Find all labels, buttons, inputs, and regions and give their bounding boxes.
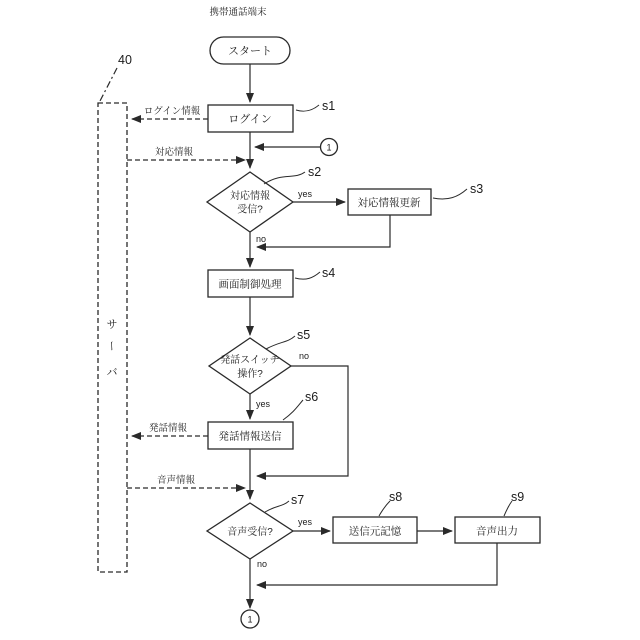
figure-title: 携帯通話端末 [209, 7, 267, 18]
flow-speech-info-label: 発話情報 [148, 423, 188, 434]
flow-login-info-label: ログイン情報 [143, 106, 201, 117]
process-box-s1-label: ログイン [228, 113, 272, 126]
decision-s2-label-line1: 対応情報 [230, 191, 270, 202]
ref-label-s8: s8 [389, 490, 403, 504]
ref-label-s1: s1 [322, 99, 336, 113]
ref-label-s9: s9 [511, 490, 525, 504]
ref-40-leader-line [100, 68, 117, 101]
ref-s4-leader-line [295, 272, 320, 279]
decision-s7-label: 音声受信? [227, 527, 273, 538]
ref-label-s7: s7 [291, 493, 305, 507]
branch-s2-no-label: no [256, 234, 267, 244]
server-label-char1: サ [106, 319, 118, 331]
decision-s2-label-line2: 受信? [237, 204, 263, 216]
connector-circle-top-label: 1 [326, 142, 332, 153]
decision-s5-label-line2: 操作? [237, 369, 263, 380]
ref-s7-leader-line [265, 501, 289, 512]
ref-label-s5: s5 [297, 328, 311, 342]
server-label-char2: ー [105, 340, 117, 352]
process-box-s4-label: 画面制御処理 [218, 278, 282, 291]
branch-s7-no-label: no [257, 559, 268, 569]
edge-s9-return [257, 543, 497, 585]
ref-label-s2: s2 [308, 165, 322, 179]
process-box-s3-label: 対応情報更新 [357, 197, 421, 209]
ref-label-s3: s3 [470, 182, 484, 196]
process-box-s9-label: 音声出力 [476, 525, 518, 538]
ref-label-s6: s6 [305, 390, 319, 404]
ref-label-40: 40 [118, 53, 132, 67]
branch-s7-yes-label: yes [298, 517, 313, 527]
process-box-s6-label: 発話情報送信 [218, 430, 282, 443]
branch-s5-no-label: no [299, 351, 310, 361]
ref-s6-leader-line [283, 400, 303, 420]
process-box-s8-label: 送信元記憶 [348, 525, 402, 538]
server-lane-box [98, 103, 127, 572]
decision-diamond-s5 [209, 338, 291, 394]
ref-s3-leader-line [433, 189, 467, 199]
edge-s3-return [257, 215, 390, 247]
server-label-char3: バ [106, 367, 118, 379]
start-node-label: スタート [228, 45, 272, 58]
flow-response-info-label: 対応情報 [154, 147, 194, 158]
flow-voice-info-label: 音声情報 [156, 475, 196, 486]
decision-diamond-s2 [207, 172, 293, 232]
decision-s5-label-line1: 発話スイッチ [220, 355, 280, 366]
ref-s1-leader-line [296, 105, 319, 111]
connector-circle-bottom-label: 1 [247, 614, 253, 625]
ref-label-s4: s4 [322, 266, 336, 280]
ref-s5-leader-line [266, 336, 295, 349]
ref-s2-leader-line [264, 172, 305, 184]
edge-s5-no-bypass [257, 366, 348, 476]
branch-s5-yes-label: yes [256, 399, 271, 409]
branch-s2-yes-label: yes [298, 189, 313, 199]
